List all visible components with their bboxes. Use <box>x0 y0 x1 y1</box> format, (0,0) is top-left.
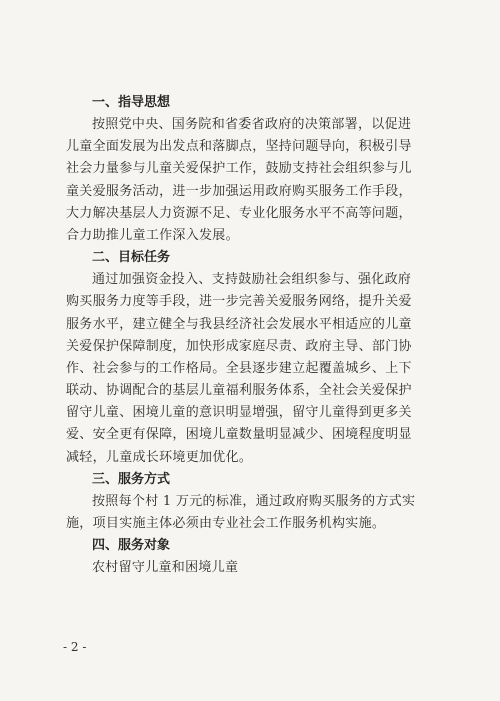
text-line: 农村留守儿童和困境儿童 <box>92 560 239 576</box>
text-line: 按照每个村 1 万元的标准，通过政府购买服务的方式实 <box>92 493 416 509</box>
section-heading: 三、服务方式 <box>92 471 171 487</box>
text-line: 按照党中央、国务院和省委省政府的决策部署，以促进 <box>92 117 412 132</box>
text-line: 社会力量参与儿童关爱保护工作，鼓励支持社会组织参与儿 <box>66 161 412 177</box>
text-line: 通过加强资金投入、支持鼓励社会组织参与、强化政府 <box>92 272 412 288</box>
section-heading: 二、目标任务 <box>92 250 171 266</box>
section-paragraph <box>66 114 436 247</box>
text-line: 购买服务力度等手段，进一步完善关爱服务网络，提升关爱 <box>66 294 412 310</box>
section-heading: 四、服务对象 <box>92 538 171 554</box>
section-paragraph <box>66 491 436 535</box>
section-paragraph <box>92 557 436 579</box>
page-number: - 2 - <box>63 640 87 654</box>
section-guiding-ideology <box>66 92 436 247</box>
text-line: 关爱保护保障制度，加快形成家庭尽责、政府主导、部门协 <box>66 338 412 354</box>
text-line: 合力助推儿童工作深入发展。 <box>66 227 239 243</box>
text-line: 留守儿童、困境儿童的意识明显增强，留守儿童得到更多关 <box>66 405 412 421</box>
text-line: 童关爱服务活动，进一步加强运用政府购买服务工作手段， <box>66 183 412 199</box>
section-service-target <box>92 535 436 579</box>
section-paragraph <box>66 269 436 469</box>
section-heading: 一、指导思想 <box>92 95 171 110</box>
document-body <box>66 92 436 579</box>
section-service-method <box>66 469 436 535</box>
text-line: 施，项目实施主体必须由专业社会工作服务机构实施。 <box>66 516 386 531</box>
text-line: 爱、安全更有保障，困境儿童数量明显减少、困境程度明显 <box>66 427 412 443</box>
section-goals-tasks <box>66 247 436 469</box>
text-line: 大力解决基层人力资源不足、专业化服务水平不高等问题， <box>66 205 412 221</box>
text-line: 服务水平，建立健全与我县经济社会发展水平相适应的儿童 <box>66 316 412 332</box>
text-line: 作、社会参与的工作格局。全县逐步建立起覆盖城乡、上下 <box>66 360 412 376</box>
text-line: 联动、协调配合的基层儿童福利服务体系，全社会关爱保护 <box>66 383 412 399</box>
text-line: 减轻，儿童成长环境更加优化。 <box>66 449 253 465</box>
text-line: 儿童全面发展为出发点和落脚点，坚持问题导向，积极引导 <box>66 139 412 155</box>
